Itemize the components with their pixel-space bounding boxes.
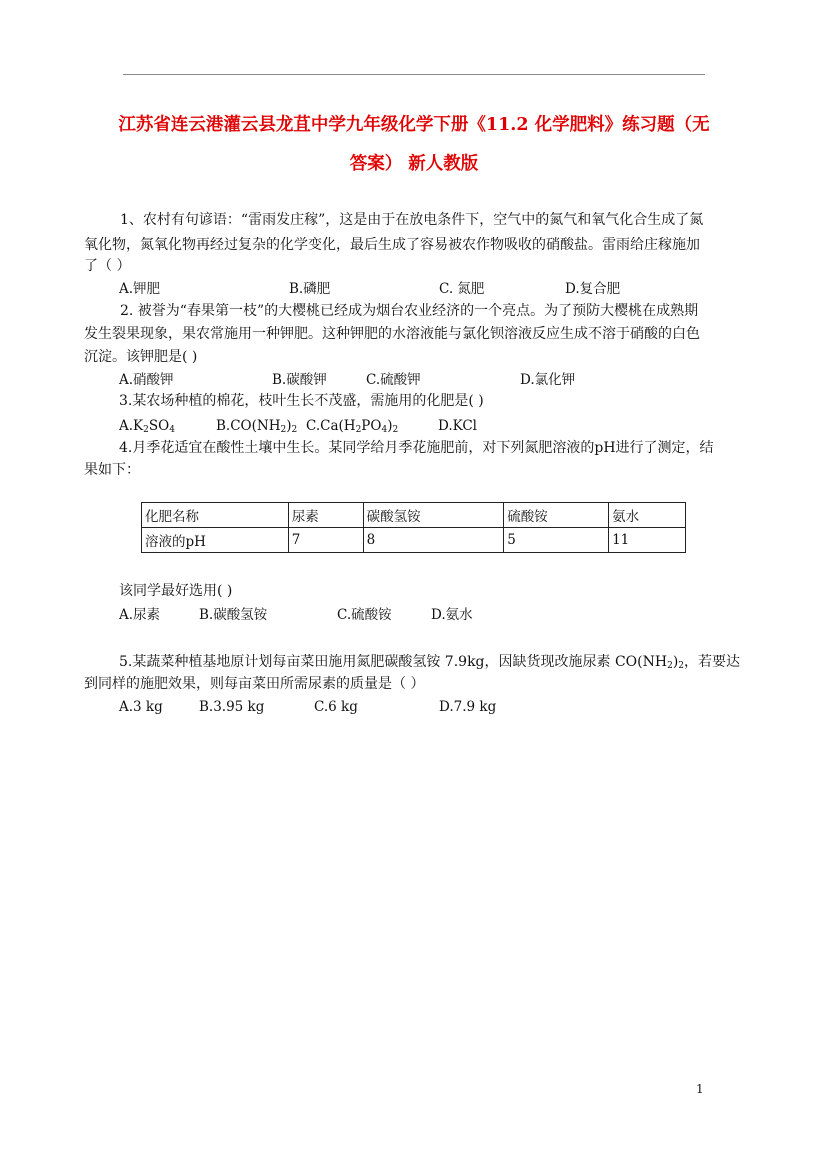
q2-line-2: 发生裂果现象，果农常施用一种钾肥。这种钾肥的水溶液能与氯化钡溶液反应生成不溶于硝酸的白色 xyxy=(84,326,700,342)
q1-option-b: B.磷肥 xyxy=(289,281,331,297)
q5-option-c: C.6 kg xyxy=(314,699,358,715)
q4-line-3: 该同学最好选用( ) xyxy=(119,583,233,599)
table-cell: 5 xyxy=(504,528,609,553)
q2-option-c: C.硫酸钾 xyxy=(366,372,421,388)
q5-option-a: A.3 kg xyxy=(119,699,163,715)
q5-line-1: 5.某蔬菜种植基地原计划每亩菜田施用氮肥碳酸氢铵 7.9kg，因缺货现改施尿素 $CO(NH_2)_2$，若要达 xyxy=(119,654,741,671)
table-header-row xyxy=(142,503,686,528)
q2-option-b: B.碳酸钾 xyxy=(272,372,327,388)
q3-option-b: $B.CO(NH_2)_2$ xyxy=(216,418,298,435)
table-cell: 11 xyxy=(609,528,686,553)
doc-title-line-1: 江苏省连云港灌云县龙苴中学九年级化学下册《11.2 化学肥料》练习题（无 xyxy=(118,115,710,135)
q4-line-1: 4.月季花适宜在酸性土壤中生长。某同学给月季花施肥前，对下列氮肥溶液的pH进行了测定，结 xyxy=(119,440,714,456)
q1-line-2: 氧化物，氮氧化物再经过复杂的化学变化，最后生成了容易被农作物吸收的硝酸盐。雷雨给庄稼施加 xyxy=(84,237,700,253)
table-cell: 尿素 xyxy=(288,503,363,528)
table-cell: 硫酸铵 xyxy=(504,503,609,528)
table-cell: 溶液的pH xyxy=(142,528,289,553)
table-cell: 8 xyxy=(363,528,504,553)
q4-line-2: 果如下： xyxy=(84,462,140,478)
q2-option-d: D.氯化钾 xyxy=(520,372,576,388)
q2-option-a: A.硝酸钾 xyxy=(119,372,174,388)
q4-option-a: A.尿素 xyxy=(119,607,161,623)
q1-line-1: 1、农村有句谚语：“雷雨发庄稼”，这是由于在放电条件下，空气中的氮气和氧气化合生成了氮 xyxy=(120,212,704,228)
table-cell: 化肥名称 xyxy=(142,503,289,528)
q5-option-d: D.7.9 kg xyxy=(439,699,497,715)
q3-option-c: $C.Ca(H_2PO_4)_2$ xyxy=(306,418,399,435)
ph-table xyxy=(141,502,686,553)
table-cell: 氨水 xyxy=(609,503,686,528)
q2-line-3: 沉淀。该钾肥是( ) xyxy=(84,349,198,365)
table-cell: 7 xyxy=(288,528,363,553)
q5-line-2: 到同样的施肥效果，则每亩菜田所需尿素的质量是（ ） xyxy=(84,676,425,692)
doc-title-line-2: 答案） 新人教版 xyxy=(349,154,479,174)
q2-line-1: 2. 被誉为“春果第一枝”的大樱桃已经成为烟台农业经济的一个亮点。为了预防大樱桃在成熟期 xyxy=(120,303,699,319)
q4-option-d: D.氨水 xyxy=(431,607,473,623)
q4-option-c: C.硫酸铵 xyxy=(337,607,392,623)
table-row xyxy=(142,528,686,553)
q1-line-3: 了（ ） xyxy=(84,258,131,274)
q1-option-c: C. 氮肥 xyxy=(439,281,485,297)
table-cell: 碳酸氢铵 xyxy=(363,503,504,528)
q1-option-a: A.钾肥 xyxy=(119,281,161,297)
page-number: 1 xyxy=(696,1082,704,1096)
q5-option-b: B.3.95 kg xyxy=(199,699,265,715)
q4-option-b: B.碳酸氢铵 xyxy=(199,607,268,623)
q3-line-1: 3.某农场种植的棉花，枝叶生长不茂盛，需施用的化肥是( ) xyxy=(119,393,484,409)
q3-option-a: $A.K_2SO_4$ xyxy=(119,418,175,435)
header-rule xyxy=(123,74,705,75)
q3-option-d: D.KCl xyxy=(438,418,478,434)
q1-option-d: D.复合肥 xyxy=(565,281,621,297)
